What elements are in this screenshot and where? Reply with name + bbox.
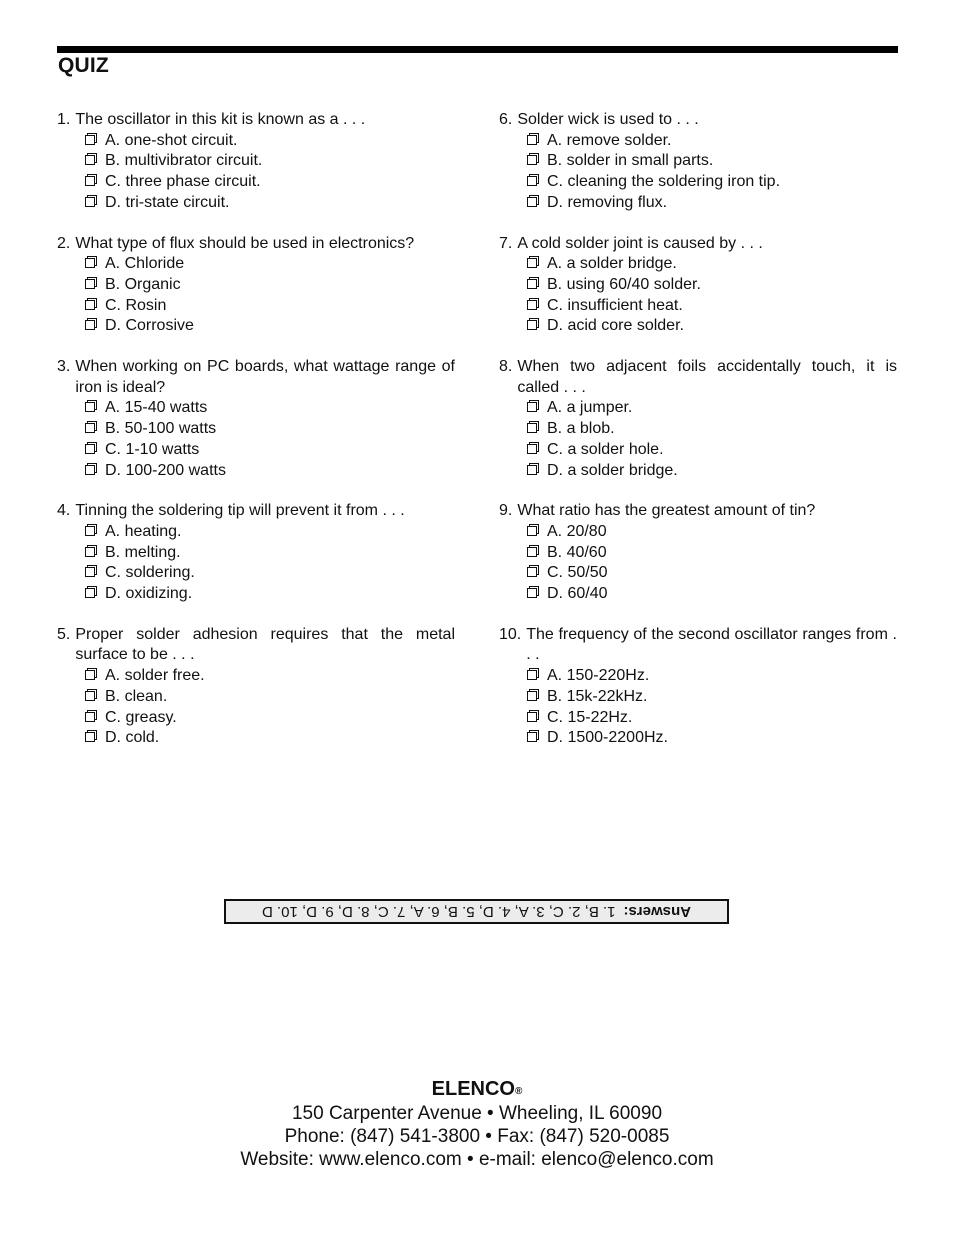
- option-label: B. solder in small parts.: [547, 152, 714, 170]
- checkbox-icon[interactable]: [527, 153, 540, 166]
- answer-option[interactable]: [57, 316, 455, 337]
- answer-option[interactable]: [57, 563, 455, 584]
- answer-option[interactable]: [57, 296, 455, 317]
- question-7: [499, 234, 897, 338]
- checkbox-icon[interactable]: [527, 256, 540, 269]
- option-label: C. 50/50: [547, 564, 608, 582]
- checkbox-icon[interactable]: [85, 730, 98, 743]
- checkbox-icon[interactable]: [85, 277, 98, 290]
- checkbox-icon[interactable]: [85, 174, 98, 187]
- option-label: D. acid core solder.: [547, 317, 684, 335]
- checkbox-icon[interactable]: [85, 421, 98, 434]
- question-text: Solder wick is used to . . .: [517, 111, 699, 128]
- option-label: A. a jumper.: [547, 399, 633, 417]
- question-4: [57, 501, 455, 605]
- option-label: A. solder free.: [105, 667, 205, 685]
- question-number: 10.: [499, 625, 522, 643]
- answer-option[interactable]: [57, 275, 455, 296]
- registered-mark: ®: [514, 1086, 523, 1097]
- question-number: 1.: [57, 111, 71, 128]
- question-5: [57, 625, 455, 749]
- option-label: A. a solder bridge.: [547, 255, 677, 273]
- answer-option[interactable]: [499, 151, 897, 172]
- question-9: [499, 501, 897, 605]
- answer-option[interactable]: [499, 708, 897, 729]
- option-label: B. Organic: [105, 275, 181, 293]
- option-label: D. removing flux.: [547, 193, 668, 211]
- question-text: What ratio has the greatest amount of tin?: [517, 502, 816, 520]
- option-label: C. insufficient heat.: [547, 296, 683, 314]
- questions-column-right: [499, 110, 897, 769]
- question-8: [499, 357, 897, 481]
- checkbox-icon[interactable]: [85, 710, 98, 723]
- option-label: A. one-shot circuit.: [105, 131, 238, 149]
- checkbox-icon[interactable]: [85, 195, 98, 208]
- checkbox-icon[interactable]: [527, 565, 540, 578]
- answer-option[interactable]: [57, 398, 455, 419]
- answer-option[interactable]: [499, 687, 897, 708]
- option-label: D. cold.: [105, 729, 160, 747]
- checkbox-icon[interactable]: [527, 277, 540, 290]
- header-rule: [57, 46, 898, 53]
- answer-option[interactable]: [499, 172, 897, 193]
- answer-option[interactable]: [499, 563, 897, 584]
- question-number: 9.: [499, 502, 513, 520]
- checkbox-icon[interactable]: [527, 421, 540, 434]
- checkbox-icon[interactable]: [85, 668, 98, 681]
- question-number: 5.: [57, 625, 71, 643]
- checkbox-icon[interactable]: [85, 318, 98, 331]
- answer-option[interactable]: [499, 461, 897, 482]
- checkbox-icon[interactable]: [85, 442, 98, 455]
- checkbox-icon[interactable]: [85, 256, 98, 269]
- question-text: What type of flux should be used in electronics?: [75, 234, 415, 252]
- option-label: D. 1500-2200Hz.: [547, 729, 668, 747]
- checkbox-icon[interactable]: [527, 545, 540, 558]
- checkbox-icon[interactable]: [85, 153, 98, 166]
- company-address: 150 Carpenter Avenue • Wheeling, IL 60090: [291, 1103, 663, 1124]
- question-text: When working on PC boards, what wattage range of iron is ideal?: [75, 358, 455, 396]
- company-name: [0, 1078, 954, 1101]
- answer-option[interactable]: [499, 275, 897, 296]
- answer-key-text: 1. B, 2. C, 3. A, 4. D, 5. B, 6. A, 7. C, 8. D, 9. D, 10. D: [261, 903, 616, 920]
- option-label: C. a solder hole.: [547, 440, 664, 458]
- answer-option[interactable]: [499, 131, 897, 152]
- checkbox-icon[interactable]: [527, 442, 540, 455]
- answer-option[interactable]: [57, 543, 455, 564]
- option-label: C. cleaning the soldering iron tip.: [547, 173, 781, 191]
- answer-option[interactable]: [499, 296, 897, 317]
- question-number: 4.: [57, 502, 71, 520]
- answer-option[interactable]: [499, 398, 897, 419]
- option-label: A. heating.: [105, 522, 182, 540]
- answer-option[interactable]: [499, 440, 897, 461]
- answer-option[interactable]: [57, 687, 455, 708]
- question-text: The frequency of the second oscillator ranges from . . .: [526, 625, 897, 664]
- option-label: B. a blob.: [547, 420, 615, 438]
- option-label: B. clean.: [105, 687, 168, 705]
- answer-key-label: Answers:: [623, 903, 692, 920]
- answer-option[interactable]: [499, 666, 897, 687]
- answer-option[interactable]: [499, 316, 897, 337]
- answer-option[interactable]: [499, 419, 897, 440]
- question-number: 2.: [57, 234, 71, 252]
- company-footer: [0, 1078, 954, 1171]
- question-10: [499, 625, 897, 749]
- question-text: When two adjacent foils accidentally touch, it is called . . .: [517, 358, 897, 396]
- answer-option[interactable]: [57, 728, 455, 749]
- question-number: 8.: [499, 358, 513, 376]
- question-6: [499, 110, 897, 214]
- option-label: C. Rosin: [105, 296, 167, 314]
- checkbox-icon[interactable]: [527, 133, 540, 146]
- checkbox-icon[interactable]: [527, 668, 540, 681]
- answer-key-box: [224, 899, 729, 924]
- answer-option[interactable]: [57, 461, 455, 482]
- option-label: C. greasy.: [105, 708, 177, 726]
- option-label: A. 15-40 watts: [105, 399, 208, 417]
- answer-option[interactable]: [57, 151, 455, 172]
- question-text: The oscillator in this kit is known as a . . .: [75, 111, 366, 128]
- question-number: 6.: [499, 111, 513, 128]
- checkbox-icon[interactable]: [527, 710, 540, 723]
- checkbox-icon[interactable]: [527, 586, 540, 599]
- answer-option[interactable]: [499, 522, 897, 543]
- checkbox-icon[interactable]: [527, 298, 540, 311]
- checkbox-icon[interactable]: [85, 463, 98, 476]
- answer-option[interactable]: [57, 419, 455, 440]
- answer-option[interactable]: [57, 172, 455, 193]
- option-label: D. 60/40: [547, 585, 608, 603]
- answer-option[interactable]: [57, 522, 455, 543]
- answer-option[interactable]: [57, 584, 455, 605]
- answer-option[interactable]: [57, 131, 455, 152]
- answer-option[interactable]: [57, 708, 455, 729]
- option-label: B. 50-100 watts: [105, 420, 217, 438]
- question-3: [57, 357, 455, 481]
- question-text: Proper solder adhesion requires that the metal surface to be . . .: [75, 625, 455, 664]
- checkbox-icon[interactable]: [85, 133, 98, 146]
- option-label: D. tri-state circuit.: [105, 193, 230, 211]
- checkbox-icon[interactable]: [85, 565, 98, 578]
- checkbox-icon[interactable]: [527, 524, 540, 537]
- question-1: [57, 110, 455, 214]
- option-label: B. 40/60: [547, 543, 607, 561]
- option-label: B. 15k-22kHz.: [547, 687, 648, 705]
- option-label: D. oxidizing.: [105, 585, 193, 603]
- checkbox-icon[interactable]: [85, 524, 98, 537]
- page-title: QUIZ: [58, 54, 109, 77]
- checkbox-icon[interactable]: [85, 689, 98, 702]
- questions-column-left: [57, 110, 455, 769]
- answer-option[interactable]: [499, 728, 897, 749]
- answer-option[interactable]: [57, 666, 455, 687]
- option-label: A. Chloride: [105, 255, 185, 273]
- option-label: A. remove solder.: [547, 131, 672, 149]
- option-label: B. using 60/40 solder.: [547, 275, 701, 293]
- checkbox-icon[interactable]: [85, 586, 98, 599]
- question-text: A cold solder joint is caused by . . .: [517, 234, 763, 252]
- option-label: B. melting.: [105, 543, 181, 561]
- answer-option[interactable]: [499, 543, 897, 564]
- checkbox-icon[interactable]: [527, 400, 540, 413]
- checkbox-icon[interactable]: [85, 298, 98, 311]
- option-label: C. 1-10 watts: [105, 440, 200, 458]
- checkbox-icon[interactable]: [527, 730, 540, 743]
- checkbox-icon[interactable]: [527, 689, 540, 702]
- question-text: Tinning the soldering tip will prevent it from . . .: [75, 502, 405, 520]
- option-label: A. 20/80: [547, 522, 607, 540]
- option-label: D. a solder bridge.: [547, 461, 678, 479]
- option-label: C. 15-22Hz.: [547, 708, 633, 726]
- option-label: A. 150-220Hz.: [547, 667, 650, 685]
- question-number: 3.: [57, 358, 71, 376]
- checkbox-icon[interactable]: [85, 545, 98, 558]
- answer-option[interactable]: [499, 193, 897, 214]
- answer-key-upside-down: [262, 903, 691, 920]
- company-web-email: Website: www.elenco.com • e-mail: elenco@elenco.com: [240, 1149, 714, 1170]
- answer-option[interactable]: [499, 584, 897, 605]
- checkbox-icon[interactable]: [527, 174, 540, 187]
- answer-option[interactable]: [57, 440, 455, 461]
- answer-option[interactable]: [57, 193, 455, 214]
- checkbox-icon[interactable]: [85, 400, 98, 413]
- option-label: D. Corrosive: [105, 317, 194, 335]
- answer-option[interactable]: [499, 254, 897, 275]
- company-phone-fax: Phone: (847) 541-3800 • Fax: (847) 520-0085: [284, 1126, 670, 1147]
- option-label: C. three phase circuit.: [105, 173, 261, 191]
- option-label: B. multivibrator circuit.: [105, 152, 263, 170]
- option-label: D. 100-200 watts: [105, 461, 226, 479]
- company-name-text: ELENCO: [431, 1078, 515, 1100]
- checkbox-icon[interactable]: [527, 463, 540, 476]
- question-number: 7.: [499, 234, 513, 252]
- checkbox-icon[interactable]: [527, 318, 540, 331]
- option-label: C. soldering.: [105, 564, 195, 582]
- answer-option[interactable]: [57, 254, 455, 275]
- question-2: [57, 234, 455, 338]
- checkbox-icon[interactable]: [527, 195, 540, 208]
